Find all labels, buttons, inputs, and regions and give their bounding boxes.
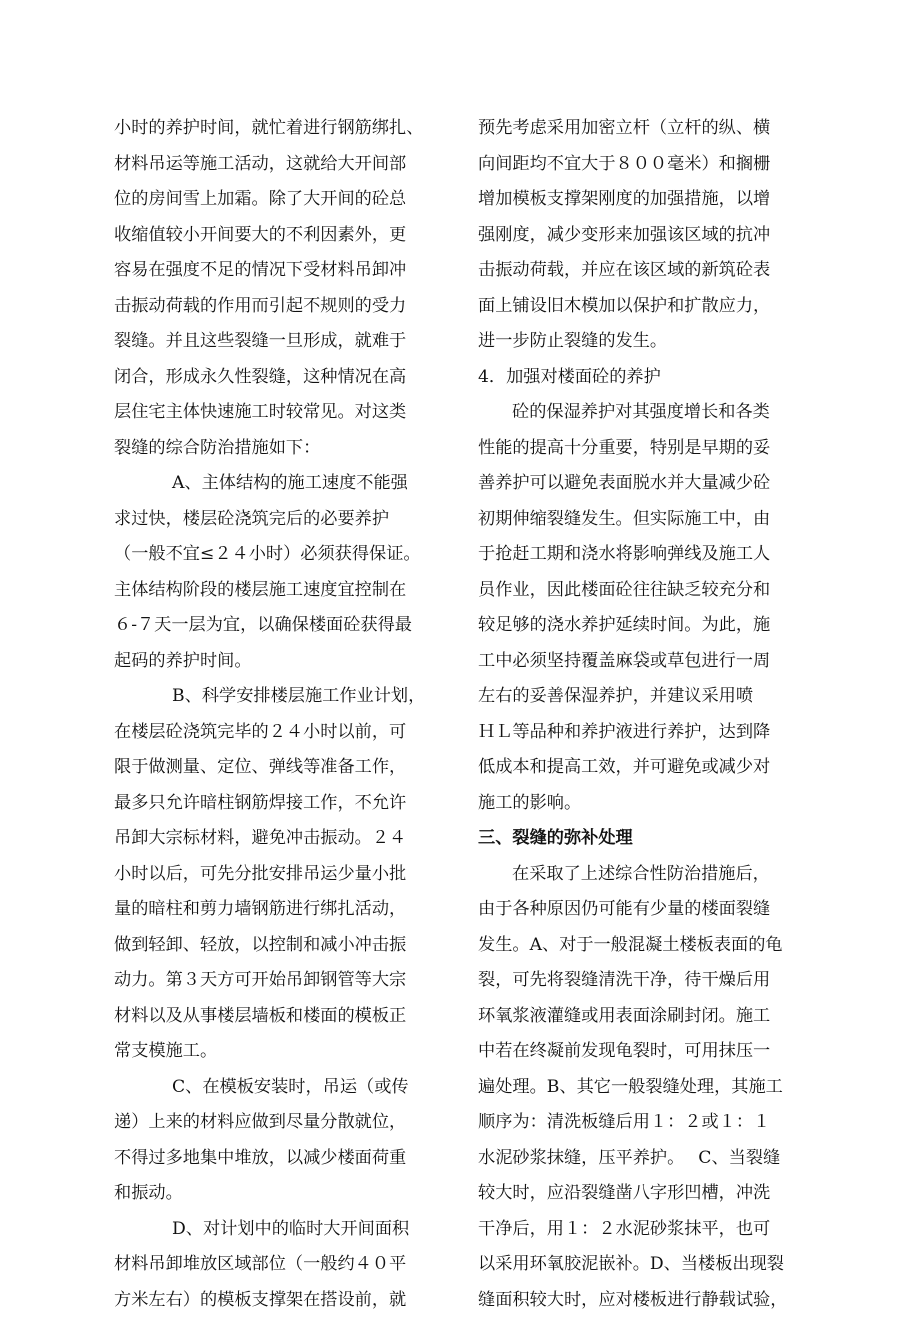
text-line: 起码的养护时间。 [114, 644, 464, 680]
text-line: 低成本和提高工效，并可避免或减少对 [478, 750, 828, 786]
text-line: 环氧浆液灌缝或用表面涂刷封闭。施工 [478, 999, 828, 1035]
text-line: 员作业，因此楼面砼往往缺乏较充分和 [478, 573, 828, 609]
text-line: 中若在终凝前发现龟裂时，可用抹压一 [478, 1034, 828, 1070]
left-text-column [114, 111, 464, 1318]
text-line: 预先考虑采用加密立杆（立杆的纵、横 [478, 111, 828, 147]
text-line: 发生。A、对于一般混凝土楼板表面的龟 [478, 928, 828, 964]
text-line: 递）上来的材料应做到尽量分散就位， [114, 1105, 464, 1141]
text-line: 收缩值较小开间要大的不利因素外，更 [114, 218, 464, 254]
text-line: 缝面积较大时，应对楼板进行静载试验， [478, 1283, 828, 1318]
text-line: 材料吊卸堆放区域部位（一般约４０平 [114, 1247, 464, 1283]
text-line: 击振动荷载，并应在该区域的新筑砼表 [478, 253, 828, 289]
text-line: ＨＬ等品种和养护液进行养护，达到降 [478, 715, 828, 751]
text-line: 主体结构阶段的楼层施工速度宜控制在 [114, 573, 464, 609]
text-line: 层住宅主体快速施工时较常见。对这类 [114, 395, 464, 431]
text-line: 容易在强度不足的情况下受材料吊卸冲 [114, 253, 464, 289]
right-text-column [478, 111, 828, 1318]
text-line: 动力。第３天方可开始吊卸钢管等大宗 [114, 963, 464, 999]
text-line: 较大时，应沿裂缝凿八字形凹槽，冲洗 [478, 1176, 828, 1212]
text-line: 最多只允许暗柱钢筋焊接工作，不允许 [114, 786, 464, 822]
text-line: 材料吊运等施工活动，这就给大开间部 [114, 147, 464, 183]
text-line: 常支模施工。 [114, 1034, 464, 1070]
text-line: 进一步防止裂缝的发生。 [478, 324, 828, 360]
text-line: （一般不宜≤２４小时）必须获得保证。 [114, 537, 464, 573]
text-line: 4．加强对楼面砼的养护 [478, 360, 828, 396]
text-line: 顺序为：清洗板缝后用１：２或１：１ [478, 1105, 828, 1141]
text-line: 工中必须坚持覆盖麻袋或草包进行一周 [478, 644, 828, 680]
text-line: B、科学安排楼层施工作业计划， [114, 679, 464, 715]
text-line: 性能的提高十分重要，特别是早期的妥 [478, 431, 828, 467]
text-line: 向间距均不宜大于８００毫米）和搁栅 [478, 147, 828, 183]
text-line: A、主体结构的施工速度不能强 [114, 466, 464, 502]
text-line: 限于做测量、定位、弹线等准备工作， [114, 750, 464, 786]
text-line: 强刚度，减少变形来加强该区域的抗冲 [478, 218, 828, 254]
text-line: 小时以后，可先分批安排吊运少量小批 [114, 857, 464, 893]
text-line: 以采用环氧胶泥嵌补。D、当楼板出现裂 [478, 1247, 828, 1283]
text-line: 求过快，楼层砼浇筑完后的必要养护 [114, 502, 464, 538]
text-line: 较足够的浇水养护延续时间。为此，施 [478, 608, 828, 644]
text-line: 位的房间雪上加霜。除了大开间的砼总 [114, 182, 464, 218]
text-line: 裂缝的综合防治措施如下： [114, 431, 464, 467]
text-line: 左右的妥善保湿养护，并建议采用喷 [478, 679, 828, 715]
text-line: 吊卸大宗标材料，避免冲击振动。２４ [114, 821, 464, 857]
text-line: ６-７天一层为宜，以确保楼面砼获得最 [114, 608, 464, 644]
text-line: 遍处理。B、其它一般裂缝处理，其施工 [478, 1070, 828, 1106]
text-line: 由于各种原因仍可能有少量的楼面裂缝 [478, 892, 828, 928]
text-line: 材料以及从事楼层墙板和楼面的模板正 [114, 999, 464, 1035]
text-line: D、对计划中的临时大开间面积 [114, 1212, 464, 1248]
text-line: 干净后，用１：２水泥砂浆抹平，也可 [478, 1212, 828, 1248]
text-line: C、在模板安装时，吊运（或传 [114, 1070, 464, 1106]
text-line: 裂，可先将裂缝清洗干净，待干燥后用 [478, 963, 828, 999]
text-line: 不得过多地集中堆放，以减少楼面荷重 [114, 1141, 464, 1177]
text-line: 初期伸缩裂缝发生。但实际施工中，由 [478, 502, 828, 538]
text-line: 增加模板支撑架刚度的加强措施，以增 [478, 182, 828, 218]
text-line: 裂缝。并且这些裂缝一旦形成，就难于 [114, 324, 464, 360]
text-line: 量的暗柱和剪力墙钢筋进行绑扎活动， [114, 892, 464, 928]
text-line: 方米左右）的模板支撑架在搭设前，就 [114, 1283, 464, 1318]
text-line: 击振动荷载的作用而引起不规则的受力 [114, 289, 464, 325]
text-line: 小时的养护时间，就忙着进行钢筋绑扎、 [114, 111, 464, 147]
section-heading: 三、裂缝的弥补处理 [478, 821, 828, 857]
text-line: 做到轻卸、轻放，以控制和减小冲击振 [114, 928, 464, 964]
text-line: 闭合，形成永久性裂缝，这种情况在高 [114, 360, 464, 396]
text-line: 面上铺设旧木模加以保护和扩散应力， [478, 289, 828, 325]
text-line: 施工的影响。 [478, 786, 828, 822]
text-line: 在楼层砼浇筑完毕的２４小时以前，可 [114, 715, 464, 751]
text-line: 于抢赶工期和浇水将影响弹线及施工人 [478, 537, 828, 573]
text-line: 砼的保湿养护对其强度增长和各类 [478, 395, 828, 431]
text-line: 和振动。 [114, 1176, 464, 1212]
text-line: 在采取了上述综合性防治措施后， [478, 857, 828, 893]
text-line: 善养护可以避免表面脱水并大量减少砼 [478, 466, 828, 502]
text-line: 水泥砂浆抹缝，压平养护。 C、当裂缝 [478, 1141, 828, 1177]
